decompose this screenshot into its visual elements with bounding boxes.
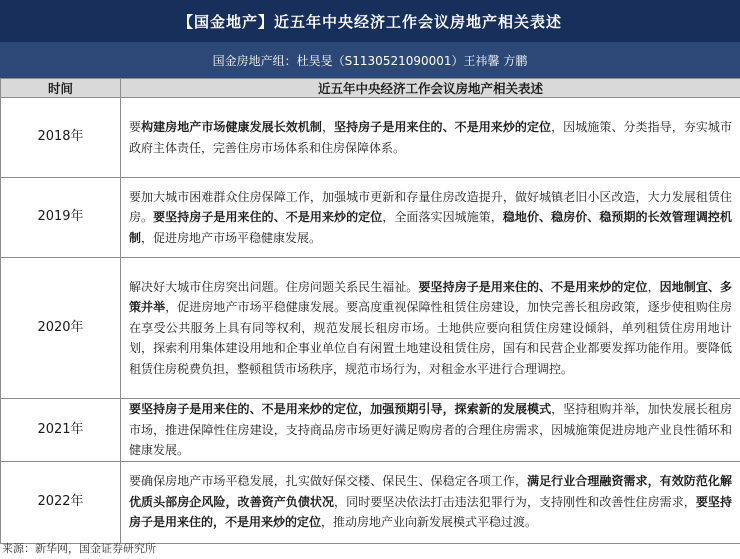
statement-text: ，推动房地产业向新发展模式平稳过渡。: [321, 515, 538, 530]
statement-text: 解决好大城市住房突出问题。住房问题关系民生福祉。: [129, 279, 419, 294]
table-row: [1, 399, 740, 462]
year-cell: 2022年: [1, 461, 121, 543]
year-cell: 2019年: [1, 178, 121, 258]
statement-cell: [121, 399, 740, 462]
statement-highlight: 稳地价、稳房价、稳预期的长效管理调控机制: [129, 210, 732, 245]
statement-highlight: 坚持房子是用来住的、不是用来炒的定位: [334, 120, 552, 134]
table-row: [1, 258, 740, 399]
statement-text: 要加大城市困难群众住房保障工作，加强城市更新和存量住房改造提升，做好城镇老旧小区改造，大力发展租赁住房。: [129, 189, 732, 225]
statement-highlight: 构建房地产市场健康发展长效机制: [141, 120, 322, 134]
author-line: 国金房地产组：杜昊旻（S1130521090001）王祎馨 方鹏: [0, 42, 740, 78]
table-header-row: [1, 79, 740, 98]
statement-text: ，因城施策、分类指导，夯实城市政府主体责任，完善住房市场体系和住房保障体系。: [129, 120, 732, 155]
statement-text: ，全面落实因城施策，: [382, 210, 503, 225]
statement-text: ，坚持租购并举，加快发展长租房市场，推进保障性住房建设，支持商品房市场更好满足购房者的合理住房需求，因城施策促进房地产业良性循环和健康发展。: [129, 402, 732, 457]
year-cell: 2021年: [1, 399, 121, 462]
statement-highlight: 满足行业合理融资需求，有效防范化解优质头部房企风险，改善资产负债状况: [129, 474, 732, 509]
statement-text: 要: [129, 120, 142, 134]
statement-highlight: 要坚持房子是用来住的、不是用来炒的定位，加强预期引导，探索新的发展模式: [129, 402, 552, 416]
table-row: [1, 178, 740, 258]
statement-text: ，促进房地产市场平稳健康发展。要高度重视保障性租赁住房建设，加快完善长租房政策，逐步使租购住房在享受公共服务上具有同等权利，规范发展长租房市场。土地供应要向租赁住房建设倾斜，单列租赁住房用地计划，探索利用集体建设用地和企事业单位自有闲置土地建设租赁住房，国有和民营企业都要发挥功能作用。要降低租赁住房税费负担，整顿租赁市场秩序，规范市场行为，对租金水平进行合理调控。: [129, 300, 732, 376]
policy-table: [0, 78, 740, 544]
statement-highlight: 要坚持房子是用来住的、不是用来炒的定位: [418, 279, 648, 294]
statement-text: ，: [647, 279, 660, 294]
statement-cell: [121, 461, 740, 543]
statement-text: ，: [321, 120, 335, 134]
statement-text: 要确保房地产市场平稳发展，扎实做好保交楼、保民生、保稳定各项工作，: [129, 474, 528, 489]
statement-highlight: 要坚持房子是用来住的、不是用来炒的定位: [153, 210, 383, 225]
figure-title: 【国金地产】近五年中央经济工作会议房地产相关表述: [0, 0, 740, 42]
statement-text: ，同时要坚决依法打击违法犯罪行为，支持刚性和改善性住房需求，: [334, 494, 696, 509]
year-cell: 2020年: [1, 258, 121, 399]
statement-highlight: 因地制宜、多策并举: [129, 279, 732, 315]
statement-cell: [121, 258, 740, 399]
table-row: [1, 461, 740, 543]
statement-text: ，促进房地产市场平稳健康发展。: [141, 230, 322, 245]
statement-cell: [121, 178, 740, 258]
statement-highlight: 要坚持房子是用来住的，不是用来炒的定位: [129, 494, 732, 530]
table-row: [1, 98, 740, 178]
source-note: 来源：新华网，国金证券研究所: [2, 542, 156, 555]
year-cell: 2018年: [1, 98, 121, 178]
column-header-time: 时间: [1, 79, 121, 98]
column-header-statement: 近五年中央经济工作会议房地产相关表述: [121, 79, 740, 98]
statement-cell: [121, 98, 740, 178]
